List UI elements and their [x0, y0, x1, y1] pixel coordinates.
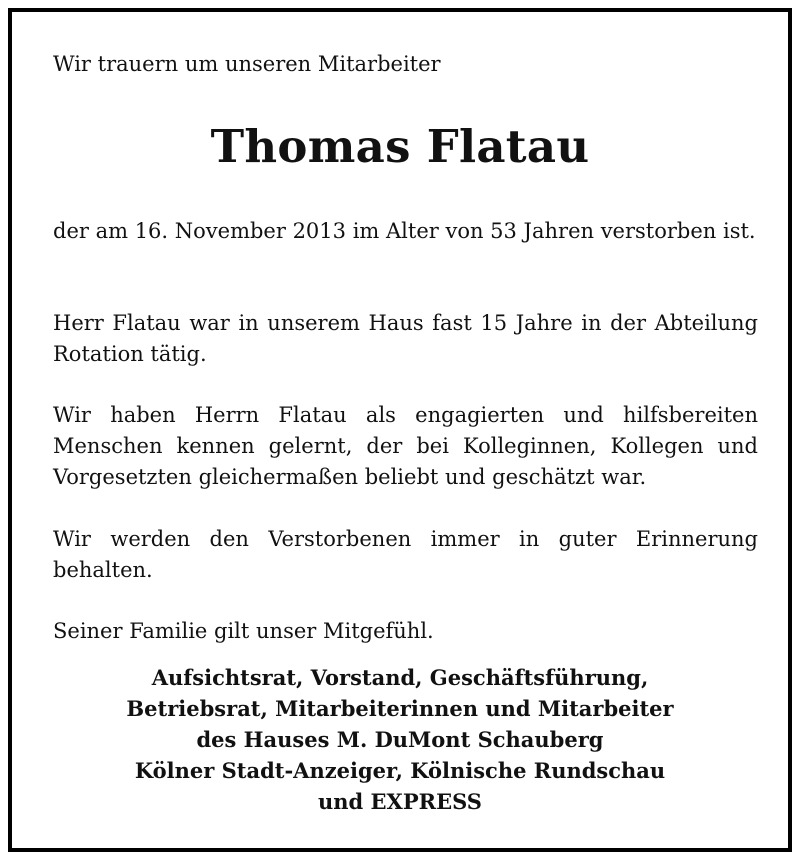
paragraph-character: Wir haben Herrn Flatau als engagierten und hilfsbereiten Menschen kennen gelernt, der bei Kolleginnen, Kollegen und Vorgesetzten gleichermaßen beliebt und geschätzt war.: [53, 403, 758, 489]
signature-block: [12, 662, 788, 817]
deceased-name: Thomas Flatau: [210, 120, 590, 173]
paragraph-remembrance: Wir werden den Verstorbenen immer in guter Erinnerung behalten.: [53, 527, 758, 582]
signature-line: Kölner Stadt-Anzeiger, Kölnische Rundschau: [134, 758, 666, 783]
paragraph-condolence: Seiner Familie gilt unser Mitgefühl.: [53, 619, 434, 643]
paragraph-employment: Herr Flatau war in unserem Haus fast 15 Jahre in der Abteilung Rotation tätig.: [53, 311, 758, 366]
signature-line: Betriebsrat, Mitarbeiterinnen und Mitarbeiter: [126, 696, 674, 721]
obituary-notice: [8, 8, 792, 852]
signature-line: Aufsichtsrat, Vorstand, Geschäftsführung,: [151, 665, 649, 690]
paragraph-death-date: der am 16. November 2013 im Alter von 53 Jahren verstorben ist.: [53, 219, 756, 243]
intro-line: Wir trauern um unseren Mitarbeiter: [53, 52, 441, 76]
signature-line: und EXPRESS: [318, 789, 482, 814]
signature-line: des Hauses M. DuMont Schauberg: [196, 727, 604, 752]
